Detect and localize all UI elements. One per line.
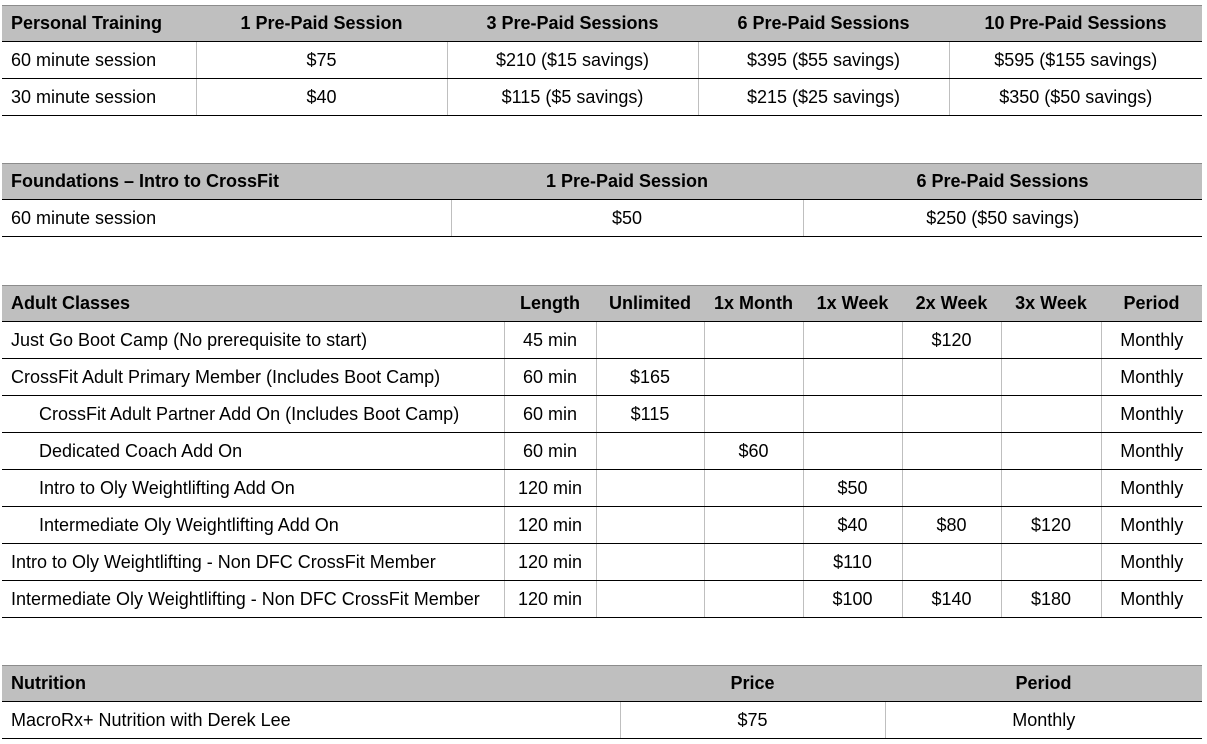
table-cell [704, 581, 803, 618]
table-cell [803, 433, 902, 470]
table-cell [902, 470, 1001, 507]
table-cell: 60 minute session [2, 200, 451, 237]
nutrition-table [2, 665, 1202, 739]
table-cell: Intro to Oly Weightlifting Add On [2, 470, 504, 507]
column-header: Length [504, 286, 596, 322]
table-cell: $75 [196, 42, 447, 79]
table-row [2, 470, 1202, 507]
table-cell: 60 min [504, 396, 596, 433]
table-row [2, 79, 1202, 116]
table-cell: $40 [196, 79, 447, 116]
table-cell: Monthly [1101, 581, 1202, 618]
table-cell [596, 433, 704, 470]
table-cell: $80 [902, 507, 1001, 544]
table-row [2, 42, 1202, 79]
table-cell [596, 544, 704, 581]
table-cell: $50 [803, 470, 902, 507]
table-cell: Monthly [885, 702, 1202, 739]
table-row [2, 507, 1202, 544]
table-cell [1001, 544, 1101, 581]
table-cell: $595 ($155 savings) [949, 42, 1202, 79]
column-header: Nutrition [2, 666, 620, 702]
table-row [2, 322, 1202, 359]
column-header: Period [885, 666, 1202, 702]
table-cell [803, 396, 902, 433]
column-header: 1 Pre-Paid Session [196, 6, 447, 42]
column-header: 6 Pre-Paid Sessions [803, 164, 1202, 200]
table-cell [902, 433, 1001, 470]
table-cell [704, 470, 803, 507]
table-row [2, 581, 1202, 618]
table-cell: $180 [1001, 581, 1101, 618]
foundations-table [2, 163, 1202, 237]
table-cell: $140 [902, 581, 1001, 618]
table-cell: $50 [451, 200, 803, 237]
table-cell [596, 470, 704, 507]
table-cell: Monthly [1101, 507, 1202, 544]
table-cell [1001, 396, 1101, 433]
table-cell [704, 359, 803, 396]
table-cell: $165 [596, 359, 704, 396]
table-cell: 120 min [504, 581, 596, 618]
table-cell: Monthly [1101, 322, 1202, 359]
table-cell: Just Go Boot Camp (No prerequisite to start) [2, 322, 504, 359]
table-cell [902, 359, 1001, 396]
column-header: 1x Month [704, 286, 803, 322]
table-cell: 60 min [504, 433, 596, 470]
table-cell: $115 [596, 396, 704, 433]
column-header: Foundations – Intro to CrossFit [2, 164, 451, 200]
table-cell [1001, 470, 1101, 507]
table-cell [902, 396, 1001, 433]
table-cell [704, 396, 803, 433]
table-cell: $110 [803, 544, 902, 581]
table-cell: $60 [704, 433, 803, 470]
table-row [2, 544, 1202, 581]
table-cell: $115 ($5 savings) [447, 79, 698, 116]
column-header: 2x Week [902, 286, 1001, 322]
column-header: Adult Classes [2, 286, 504, 322]
table-cell [596, 322, 704, 359]
table-cell: Intermediate Oly Weightlifting - Non DFC CrossFit Member [2, 581, 504, 618]
table-cell: $395 ($55 savings) [698, 42, 949, 79]
table-cell: 120 min [504, 470, 596, 507]
table-cell [1001, 359, 1101, 396]
table-cell [803, 322, 902, 359]
table-cell: CrossFit Adult Primary Member (Includes Boot Camp) [2, 359, 504, 396]
table-cell: Monthly [1101, 433, 1202, 470]
table-cell: Intermediate Oly Weightlifting Add On [2, 507, 504, 544]
table-cell: Monthly [1101, 359, 1202, 396]
column-header: 10 Pre-Paid Sessions [949, 6, 1202, 42]
table-cell: $75 [620, 702, 885, 739]
column-header: Price [620, 666, 885, 702]
table-cell [1001, 433, 1101, 470]
table-cell [1001, 322, 1101, 359]
table-cell [803, 359, 902, 396]
table-header-row [2, 164, 1202, 200]
table-header-row [2, 286, 1202, 322]
table-cell: 60 minute session [2, 42, 196, 79]
table-cell [704, 544, 803, 581]
column-header: 6 Pre-Paid Sessions [698, 6, 949, 42]
column-header: 3 Pre-Paid Sessions [447, 6, 698, 42]
table-cell [704, 322, 803, 359]
column-header: Period [1101, 286, 1202, 322]
table-cell: 30 minute session [2, 79, 196, 116]
table-cell: CrossFit Adult Partner Add On (Includes Boot Camp) [2, 396, 504, 433]
adult-classes-table [2, 285, 1202, 618]
table-cell [902, 544, 1001, 581]
table-cell: $120 [902, 322, 1001, 359]
table-header-row [2, 666, 1202, 702]
table-cell: $210 ($15 savings) [447, 42, 698, 79]
personal-training-table [2, 5, 1202, 116]
table-cell: Monthly [1101, 396, 1202, 433]
column-header: Unlimited [596, 286, 704, 322]
table-row [2, 702, 1202, 739]
table-row [2, 359, 1202, 396]
column-header: Personal Training [2, 6, 196, 42]
table-cell: 120 min [504, 544, 596, 581]
column-header: 1x Week [803, 286, 902, 322]
table-cell [704, 507, 803, 544]
table-cell: MacroRx+ Nutrition with Derek Lee [2, 702, 620, 739]
table-cell: $100 [803, 581, 902, 618]
table-cell: $350 ($50 savings) [949, 79, 1202, 116]
table-cell: 45 min [504, 322, 596, 359]
table-cell: Monthly [1101, 544, 1202, 581]
table-cell: $120 [1001, 507, 1101, 544]
table-cell: 60 min [504, 359, 596, 396]
table-cell: $250 ($50 savings) [803, 200, 1202, 237]
table-cell: Monthly [1101, 470, 1202, 507]
table-cell: $215 ($25 savings) [698, 79, 949, 116]
column-header: 1 Pre-Paid Session [451, 164, 803, 200]
table-cell: $40 [803, 507, 902, 544]
table-cell [596, 507, 704, 544]
table-row [2, 433, 1202, 470]
table-cell: 120 min [504, 507, 596, 544]
table-cell: Dedicated Coach Add On [2, 433, 504, 470]
table-cell [596, 581, 704, 618]
table-cell: Intro to Oly Weightlifting - Non DFC CrossFit Member [2, 544, 504, 581]
table-header-row [2, 6, 1202, 42]
table-row [2, 396, 1202, 433]
column-header: 3x Week [1001, 286, 1101, 322]
table-row [2, 200, 1202, 237]
